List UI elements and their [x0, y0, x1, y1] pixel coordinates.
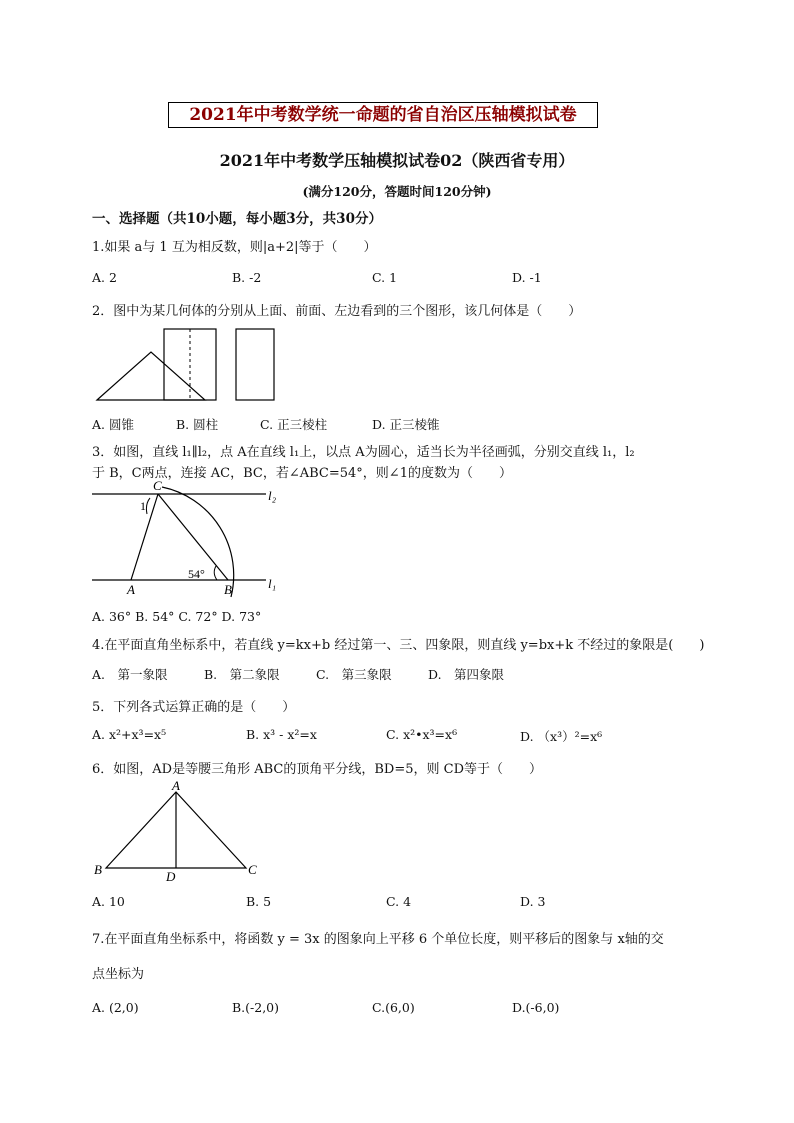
q4-option-a: A. 第一象限 — [92, 667, 168, 682]
label-a: A — [127, 582, 135, 597]
q5-option-d: D. （x³）²=x⁶ — [520, 729, 603, 744]
label-d: D — [166, 869, 176, 884]
q6-option-c: C. 4 — [386, 894, 412, 909]
side-view-rectangle — [236, 329, 274, 400]
q3-options: A. 36° B. 54° C. 72° D. 73° — [92, 609, 262, 624]
question-6-stem: 6．如图，AD是等腰三角形 ABC的顶角平分线，BD=5，则 CD等于（ ） — [92, 762, 542, 777]
q6-option-b: B. 5 — [246, 894, 272, 909]
q7-option-d: D.(-6,0) — [512, 1000, 560, 1015]
q2-three-views-figure — [94, 326, 284, 406]
section-heading: 一、选择题（共10小题，每小题3分，共30分） — [92, 211, 382, 227]
q2-option-a: A. 圆锥 — [92, 417, 134, 432]
q2-option-b: B. 圆柱 — [176, 417, 219, 432]
q4-option-c: C. 第三象限 — [316, 667, 392, 682]
q7-option-a: A. (2,0) — [92, 1000, 139, 1015]
q6-option-a: A. 10 — [92, 894, 125, 909]
label-angle-54: 54° — [188, 567, 205, 581]
question-1-stem: 1.如果 a与 1 互为相反数，则|a+2|等于（ ） — [92, 240, 377, 255]
question-5-stem: 5．下列各式运算正确的是（ ） — [92, 700, 296, 715]
label-l1: l₁ — [268, 576, 277, 591]
q4-option-d: D. 第四象限 — [428, 667, 505, 682]
q2-option-c: C. 正三棱柱 — [260, 417, 328, 432]
exam-title: 2021年中考数学压轴模拟试卷02（陕西省专用） — [219, 151, 575, 170]
q2-option-d: D. 正三棱锥 — [372, 417, 440, 432]
q1-option-b: B. -2 — [232, 270, 262, 285]
question-3-stem-line1: 3．如图，直线 l₁∥l₂，点 A在直线 l₁上，以点 A为圆心，适当长为半径画弧，分别交直线 l₁，l₂ — [92, 445, 635, 460]
q6-option-d: D. 3 — [520, 894, 546, 909]
q1-option-d: D. -1 — [512, 270, 542, 285]
question-2-stem: 2．图中为某几何体的分别从上面、前面、左边看到的三个图形，该几何体是（ ） — [92, 304, 582, 319]
q5-option-c: C. x²•x³=x⁶ — [386, 727, 458, 742]
exam-series-banner: 2021年中考数学统一命题的省自治区压轴模拟试卷 — [168, 102, 598, 128]
q5-option-a: A. x²+x³=x⁵ — [92, 727, 167, 742]
label-l2: l₂ — [268, 488, 277, 503]
q5-option-b: B. x³ - x²=x — [246, 727, 317, 742]
question-4-stem: 4.在平面直角坐标系中，若直线 y=kx+b 经过第一、三、四象限，则直线 y=bx+k 不经过的象限是( ) — [92, 638, 705, 653]
label-a: A — [172, 780, 180, 793]
label-c: C — [153, 478, 162, 493]
label-c: C — [248, 862, 257, 877]
question-7-stem-line2: 点坐标为 — [92, 967, 145, 982]
angle-54-mark — [214, 566, 217, 580]
label-b: B — [94, 862, 102, 877]
question-7-stem-line1: 7.在平面直角坐标系中，将函数 y = 3x 的图象向上平移 6 个单位长度，则平移后的图象与 x轴的交 — [92, 932, 664, 947]
q1-option-c: C. 1 — [372, 270, 398, 285]
angle-1-mark — [146, 498, 150, 514]
q1-option-a: A. 2 — [92, 270, 117, 285]
q6-isosceles-triangle-figure — [90, 780, 270, 886]
exam-subtitle: (满分120分，答题时间120分钟) — [302, 184, 492, 199]
question-3-stem-line2: 于 B，C两点，连接 AC，BC，若∠ABC=54°，则∠1的度数为（ ） — [92, 466, 512, 481]
top-view-triangle — [97, 352, 205, 400]
q3-parallel-lines-figure — [90, 478, 290, 606]
q7-option-c: C.(6,0) — [372, 1000, 415, 1015]
q4-option-b: B. 第二象限 — [204, 667, 280, 682]
label-angle-1: 1 — [140, 499, 146, 513]
q7-option-b: B.(-2,0) — [232, 1000, 280, 1015]
label-b: B — [224, 582, 232, 597]
